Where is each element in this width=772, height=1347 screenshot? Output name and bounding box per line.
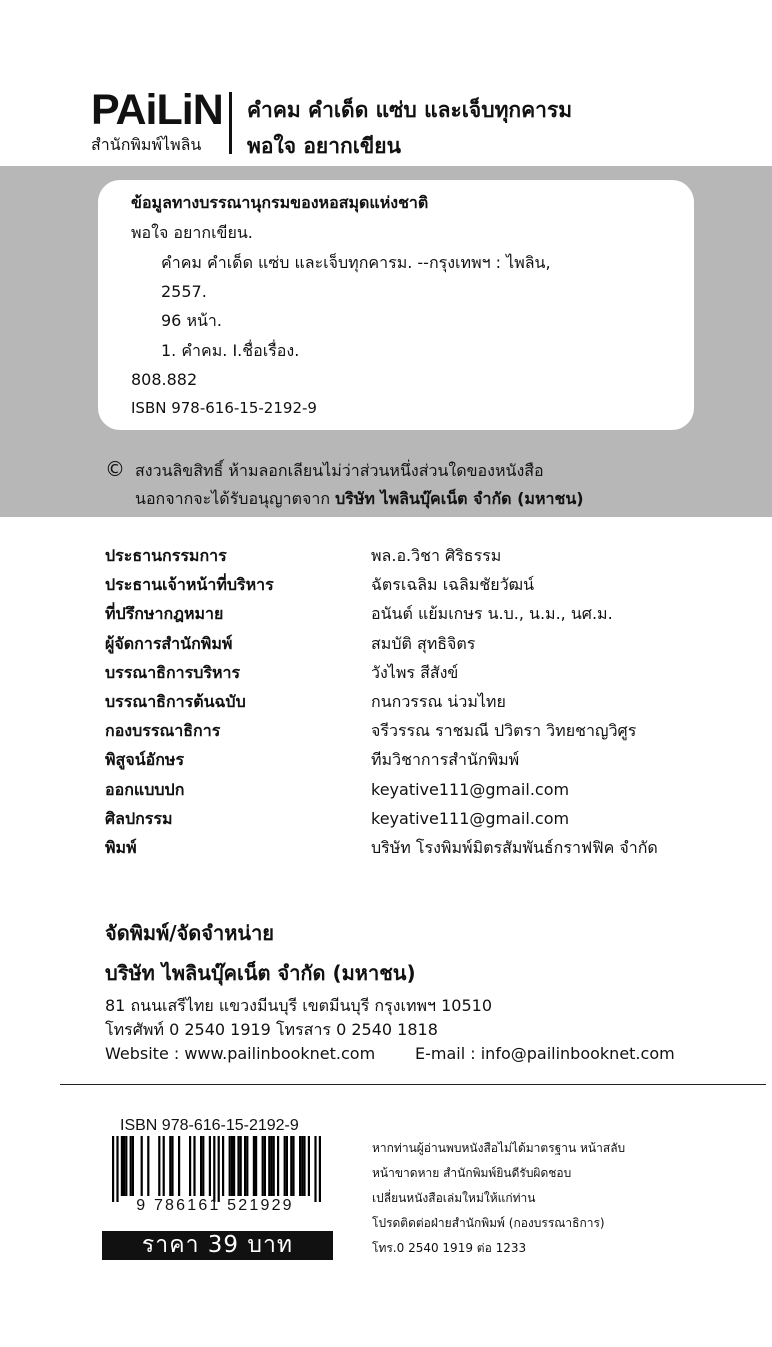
- barcode-image: [104, 1136, 326, 1202]
- staff-row: [105, 541, 725, 570]
- notice-line: หากท่านผู้อ่านพบหนังสือไม่ได้มาตรฐาน หน้าสลับ: [372, 1141, 626, 1155]
- cip-title-entry: คำคม คำเด็ด แซ่บ และเจ็บทุกคารม. --กรุงเทพฯ : ไพลิน,: [161, 253, 551, 272]
- staff-row: [105, 629, 725, 658]
- copyright-company: บริษัท ไพลินบุ๊คเน็ต จำกัด (มหาชน): [335, 489, 584, 508]
- barcode-bar: [290, 1136, 292, 1196]
- cip-subjects: 1. คำคม. I.ชื่อเรื่อง.: [161, 341, 300, 360]
- staff-role: ประธานกรรมการ: [105, 546, 227, 565]
- barcode-bar: [121, 1136, 123, 1196]
- barcode-bar: [132, 1136, 134, 1196]
- book-author: พอใจ อยากเขียน: [247, 134, 401, 158]
- staff-name: พล.อ.วิชา ศิริธรรม: [371, 546, 502, 565]
- staff-email: keyative111@gmail.com: [371, 808, 570, 828]
- notice-line: หน้าขาดหาย สำนักพิมพ์ยินดีรับผิดชอบ: [372, 1166, 572, 1180]
- staff-row: [105, 804, 725, 833]
- barcode-digits: 9 786161 521929: [136, 1197, 294, 1214]
- staff-row: [105, 745, 725, 774]
- book-title: คำคม คำเด็ด แซ่บ และเจ็บทุกคารม: [247, 98, 573, 122]
- barcode-bar: [222, 1136, 224, 1196]
- staff-role: ศิลปกรรม: [105, 808, 173, 828]
- staff-row: [105, 775, 725, 804]
- barcode-bar: [299, 1136, 301, 1196]
- notice-line: โปรดติดต่อฝ่ายสำนักพิมพ์ (กองบรรณาธิการ): [372, 1216, 605, 1230]
- cip-year: 2557.: [161, 282, 207, 301]
- publisher-logo-text: PAiLiN: [91, 86, 223, 134]
- barcode-bar: [125, 1136, 127, 1196]
- barcode-bar: [202, 1136, 204, 1196]
- barcode-bar: [244, 1136, 246, 1196]
- staff-row: [105, 658, 725, 687]
- barcode-bar: [231, 1136, 233, 1196]
- barcode-bar: [158, 1136, 160, 1196]
- staff-row: [105, 570, 725, 599]
- staff-email: keyative111@gmail.com: [371, 779, 570, 799]
- distributor-company: บริษัท ไพลินบุ๊คเน็ต จำกัด (มหาชน): [105, 961, 416, 985]
- staff-list: [105, 541, 725, 862]
- barcode-bar: [218, 1136, 220, 1202]
- header-divider: [229, 92, 232, 154]
- staff-name: สมบัติ สุทธิจิตร: [371, 633, 476, 653]
- barcode-bar: [237, 1136, 239, 1196]
- copyright-icon: ©: [105, 457, 125, 481]
- staff-role: ที่ปรึกษากฎหมาย: [105, 604, 224, 624]
- barcode-bar: [169, 1136, 171, 1196]
- barcode-bar: [240, 1136, 242, 1196]
- distributor-contact: [105, 994, 675, 1066]
- cip-isbn: ISBN 978-616-15-2192-9: [131, 399, 317, 417]
- staff-row: [105, 687, 725, 716]
- barcode-bar: [303, 1136, 305, 1196]
- barcode-bar: [246, 1136, 248, 1196]
- barcode-bar: [270, 1136, 272, 1196]
- barcode-bar: [116, 1136, 118, 1202]
- cip-classification: 808.882: [131, 370, 198, 389]
- barcode-bar: [268, 1136, 270, 1196]
- distributor-address: 81 ถนนเสรีไทย แขวงมีนบุรี เขตมีนบุรี กรุงเทพฯ 10510: [105, 996, 492, 1015]
- staff-role: พิมพ์: [105, 837, 137, 857]
- barcode-bar: [286, 1136, 288, 1196]
- section-divider: [60, 1084, 766, 1085]
- distributor-phone: โทรศัพท์ 0 2540 1919 โทรสาร 0 2540 1818: [105, 1020, 438, 1039]
- cip-pages: 96 หน้า.: [161, 311, 222, 330]
- barcode-bar: [189, 1136, 191, 1196]
- barcode-bar: [262, 1136, 264, 1196]
- barcode-bar: [277, 1136, 279, 1196]
- staff-name: วังไพร สีสังข์: [371, 662, 459, 682]
- staff-name: จรีวรรณ ราชมณี ปวิตรา วิทยชาญวิศูร: [371, 721, 637, 741]
- barcode-bar: [178, 1136, 180, 1196]
- barcode-bar: [308, 1136, 310, 1196]
- staff-role: ผู้จัดการสำนักพิมพ์: [105, 633, 233, 653]
- staff-name: กนกวรรณ น่วมไทย: [371, 691, 506, 711]
- barcode-bar: [292, 1136, 294, 1196]
- distributor-email: E-mail : info@pailinbooknet.com: [415, 1044, 675, 1063]
- staff-role: บรรณาธิการบริหาร: [105, 662, 241, 682]
- barcode-bar: [130, 1136, 132, 1196]
- barcode-bar: [284, 1136, 286, 1196]
- distributor-heading: จัดพิมพ์/จัดจำหน่าย: [105, 921, 275, 945]
- staff-role: ประธานเจ้าหน้าที่บริหาร: [105, 575, 274, 595]
- staff-role: ออกแบบปก: [105, 779, 185, 799]
- distributor-website: Website : www.pailinbooknet.com: [105, 1044, 376, 1063]
- staff-name: อนันต์ แย้มเกษร น.บ., น.ม., นศ.ม.: [371, 604, 613, 624]
- barcode-bar: [193, 1136, 195, 1196]
- defect-notice: [372, 1136, 625, 1261]
- price-label: ราคา 39 บาท: [102, 1231, 333, 1260]
- cip-heading: ข้อมูลทางบรรณานุกรมของหอสมุดแห่งชาติ: [131, 193, 429, 212]
- barcode-bar: [301, 1136, 303, 1196]
- barcode-bar: [319, 1136, 321, 1202]
- barcode-bar: [200, 1136, 202, 1196]
- barcode-bar: [209, 1136, 211, 1196]
- barcode-bar: [171, 1136, 173, 1196]
- staff-role: พิสูจน์อักษร: [105, 750, 185, 770]
- barcode-bar: [147, 1136, 149, 1196]
- copyright-notice: [105, 455, 584, 513]
- barcode-bar: [163, 1136, 165, 1196]
- barcode-bar: [213, 1136, 215, 1202]
- staff-role: บรรณาธิการต้นฉบับ: [105, 691, 246, 711]
- staff-row: [105, 716, 725, 745]
- barcode-bar: [112, 1136, 114, 1202]
- barcode-isbn-text: ISBN 978-616-15-2192-9: [120, 1117, 299, 1134]
- barcode-bar: [229, 1136, 231, 1196]
- staff-row: [105, 599, 725, 628]
- copyright-line2-prefix: นอกจากจะได้รับอนุญาตจาก: [135, 489, 336, 508]
- staff-role: กองบรรณาธิการ: [105, 721, 221, 741]
- staff-name: ทีมวิชาการสำนักพิมพ์: [371, 750, 520, 770]
- book-title-block: [247, 92, 572, 164]
- staff-row: [105, 833, 725, 862]
- barcode-bar: [233, 1136, 235, 1196]
- barcode-bar: [314, 1136, 316, 1202]
- publisher-logo-subtitle: สำนักพิมพ์ไพลิน: [91, 135, 202, 154]
- barcode-bar: [253, 1136, 255, 1196]
- cip-card: [98, 180, 694, 430]
- staff-name: ฉัตรเฉลิม เฉลิมชัยวัฒน์: [371, 575, 535, 595]
- staff-name: บริษัท โรงพิมพ์มิตรสัมพันธ์กราฟฟิค จำกัด: [371, 837, 658, 857]
- notice-line: โทร.0 2540 1919 ต่อ 1233: [372, 1241, 527, 1255]
- barcode-bar: [123, 1136, 125, 1196]
- copyright-line1: สงวนลิขสิทธิ์ ห้ามลอกเลียนไม่ว่าส่วนหนึ่งส่วนใดของหนังสือ: [135, 461, 544, 480]
- barcode-bar: [141, 1136, 143, 1196]
- barcode-bar: [264, 1136, 266, 1196]
- barcode-bar: [255, 1136, 257, 1196]
- notice-line: เปลี่ยนหนังสือเล่มใหม่ให้แก่ท่าน: [372, 1191, 536, 1205]
- barcode-bar: [273, 1136, 275, 1196]
- cip-author: พอใจ อยากเขียน.: [131, 223, 253, 242]
